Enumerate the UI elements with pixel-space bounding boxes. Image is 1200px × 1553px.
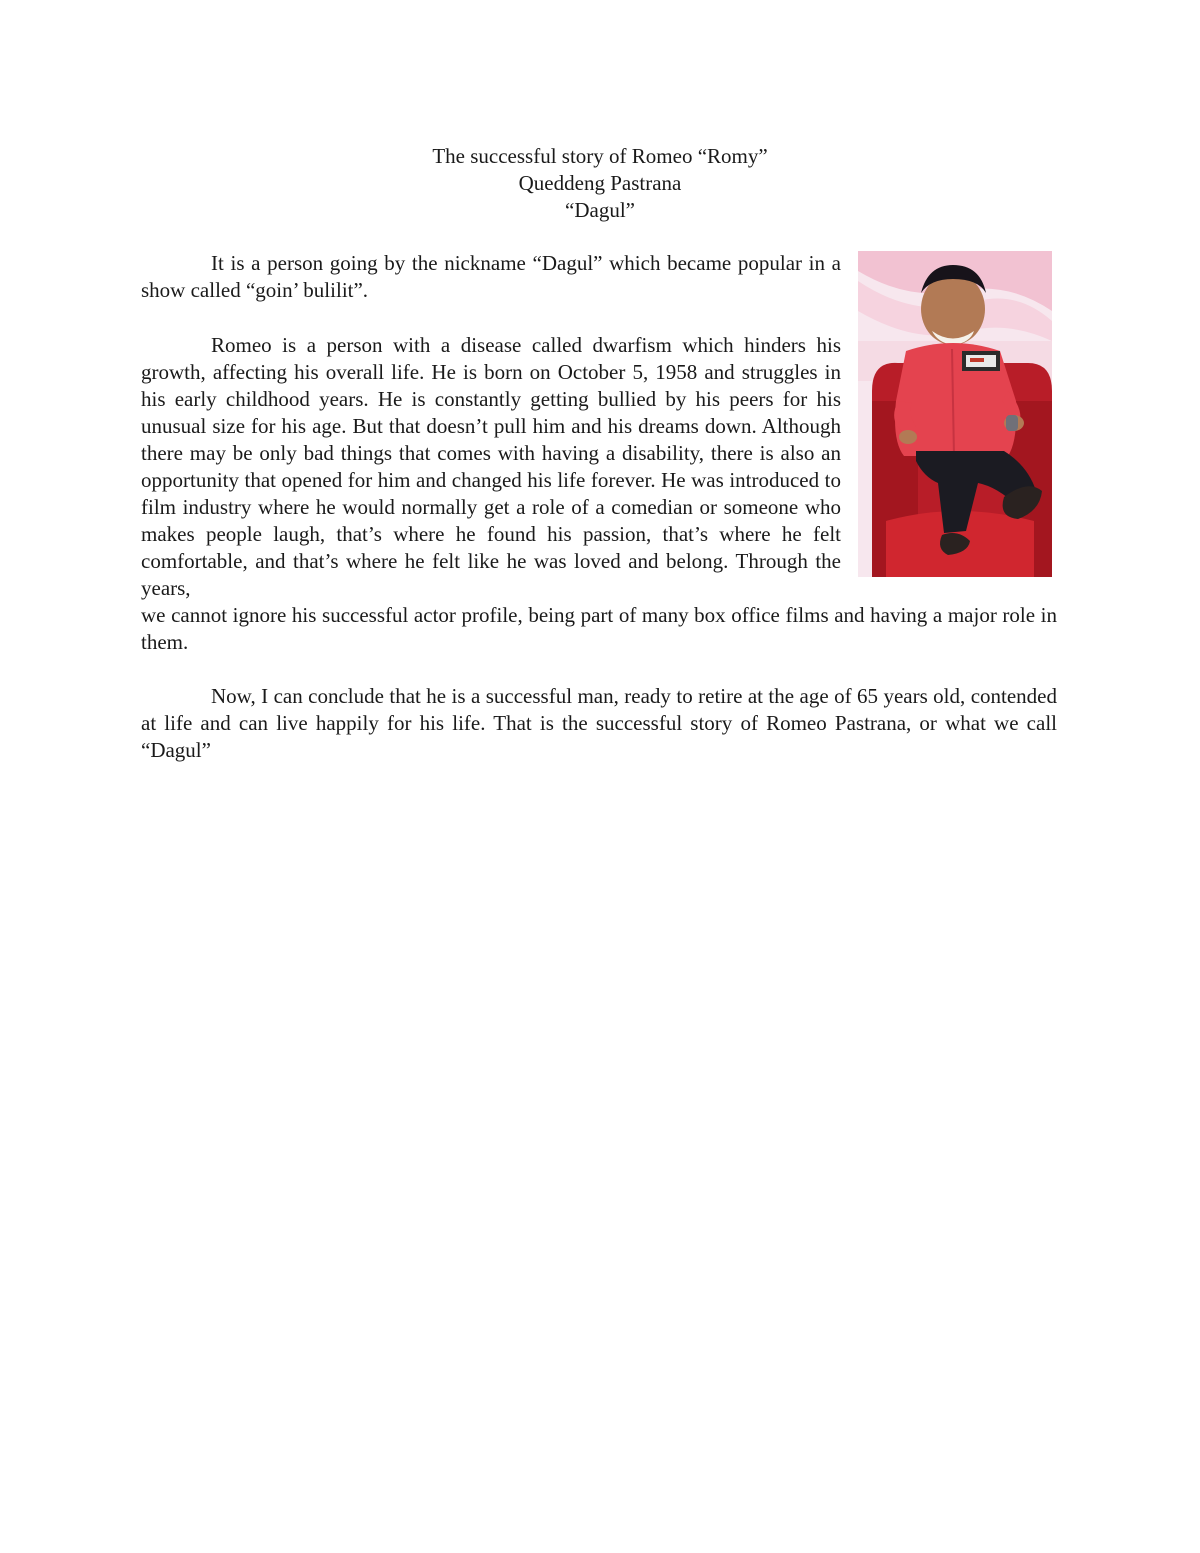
paragraph-conclusion	[141, 683, 1057, 764]
paragraph-intro	[141, 250, 841, 304]
paragraph-life	[141, 332, 841, 602]
person-photo	[858, 251, 1052, 577]
title-line-1: The successful story of Romeo “Romy”	[432, 144, 768, 168]
document-title	[0, 143, 1200, 224]
title-line-3: “Dagul”	[565, 198, 635, 222]
paragraph-intro-text: It is a person going by the nickname “Dagul” which became popular in a show called “goin’ bulilit”.	[141, 251, 841, 302]
person-photo-icon	[858, 251, 1052, 577]
paragraph-life-continued-text: we cannot ignore his successful actor profile, being part of many box office films and having a major role in them.	[141, 603, 1057, 654]
paragraph-life-text: Romeo is a person with a disease called dwarfism which hinders his growth, affecting his overall life. He is born on October 5, 1958 and struggles in his early childhood years. He is constantly getting bullied by his peers for his unusual size for his age. But that doesn’t pull him and his dreams down. Although there may be only bad things that comes with having a disability, there is also an opportunity that opened for him and changed his life forever. He was introduced to film industry where he would normally get a role of a comedian or someone who makes people laugh, that’s where he found his passion, that’s where he felt comfortable, and that’s where he felt like he was loved and belong. Through the years,	[141, 333, 841, 600]
paragraph-conclusion-text: Now, I can conclude that he is a successful man, ready to retire at the age of 65 years old, contended at life and can live happily for his life. That is the successful story of Romeo Pastrana, or what we call “Dagul”	[141, 684, 1057, 762]
title-line-2: Queddeng Pastrana	[518, 171, 682, 195]
paragraph-life-continued	[141, 602, 1057, 656]
